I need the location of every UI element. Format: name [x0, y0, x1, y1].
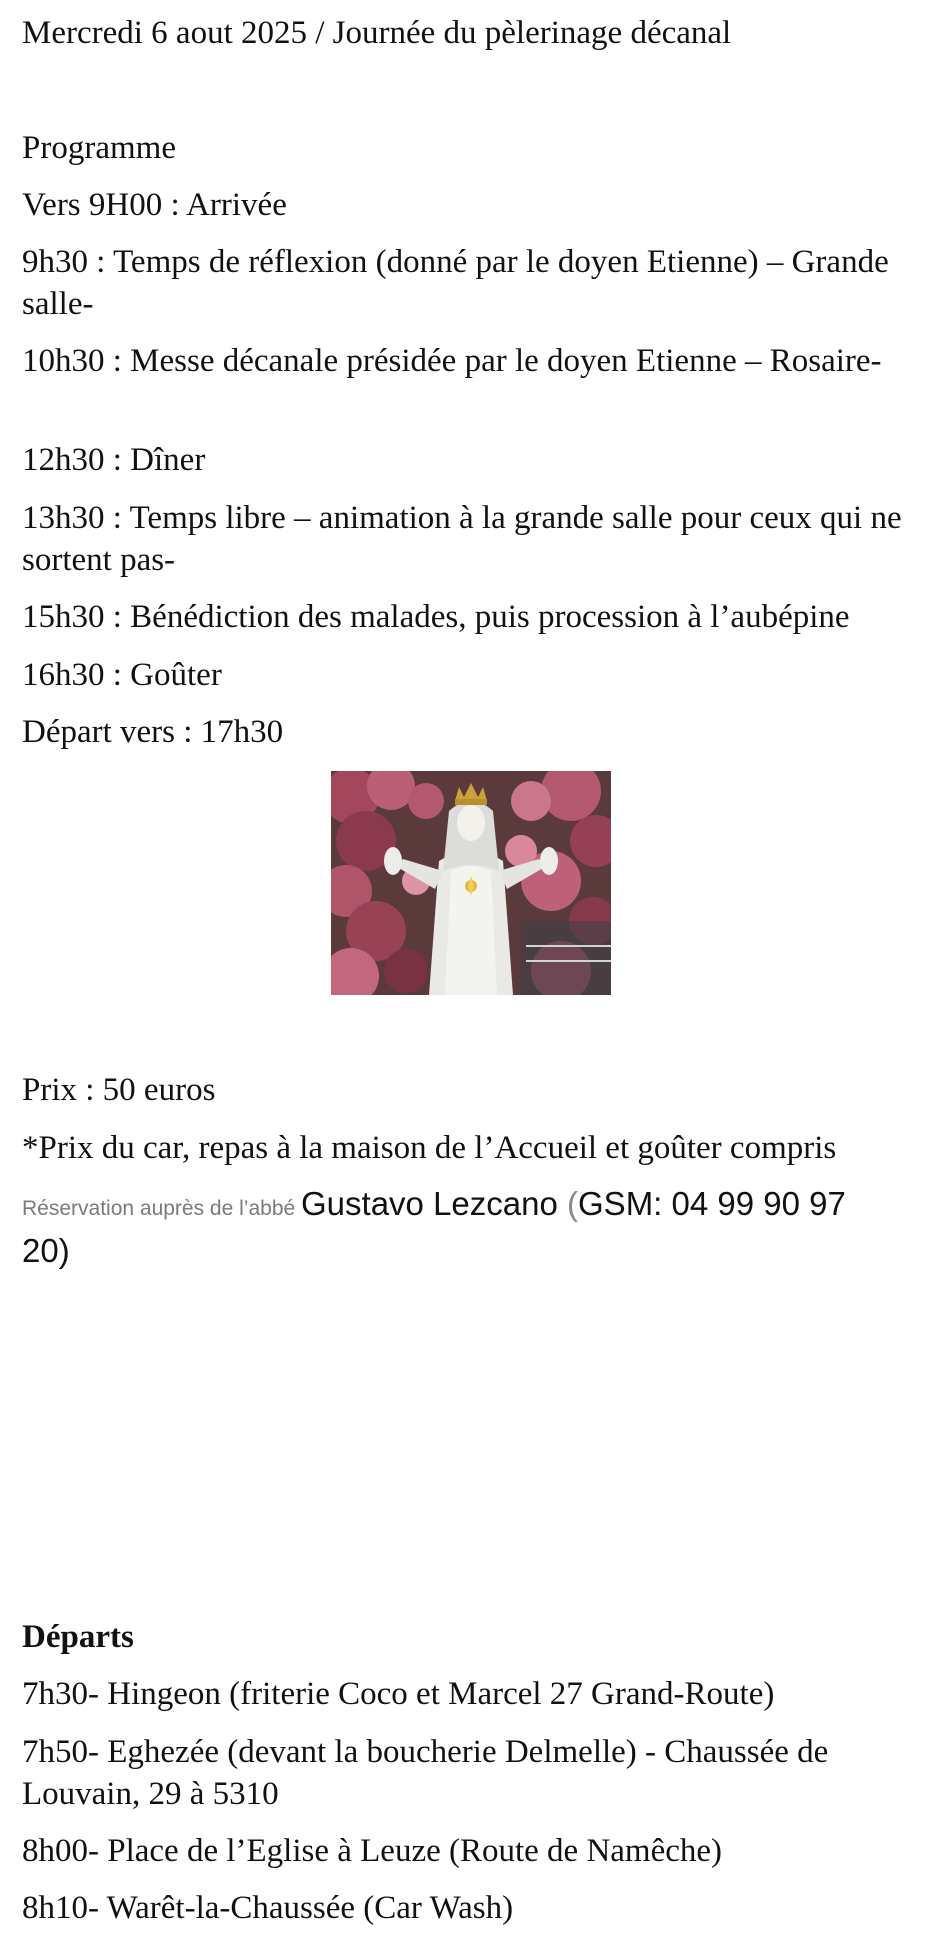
schedule-item: 13h30 : Temps libre – animation à la grande salle pour ceux qui ne sortent pas-: [22, 500, 902, 578]
reservation-text: [22, 1183, 902, 1273]
schedule-item: 15h30 : Bénédiction des malades, puis procession à l’aubépine: [22, 599, 850, 635]
price-note: *Prix du car, repas à la maison de l’Accueil et goûter compris: [22, 1130, 837, 1166]
departure-item: 8h00- Place de l’Eglise à Leuze (Route de Namêche): [22, 1833, 723, 1869]
schedule-item: 16h30 : Goûter: [22, 657, 222, 693]
schedule-item: 9h30 : Temps de réflexion (donné par le doyen Etienne) – Grande salle-: [22, 244, 889, 322]
departs-heading: Départs: [22, 1619, 134, 1655]
schedule-item: 12h30 : Dîner: [22, 442, 206, 478]
reservation-phone[interactable]: GSM: 04 99 90 97 20): [22, 1185, 846, 1269]
reservation-name: Gustavo Lezcano: [301, 1185, 568, 1222]
schedule-item: Vers 9H00 : Arrivée: [22, 187, 287, 223]
price-text: Prix : 50 euros: [22, 1072, 216, 1108]
page-title: Mercredi 6 aout 2025 / Journée du pèlerinage décanal: [22, 15, 732, 51]
departure-item: 7h30- Hingeon (friterie Coco et Marcel 27 Grand-Route): [22, 1676, 775, 1712]
reservation-open-paren: (: [567, 1185, 579, 1222]
schedule-item: Départ vers : 17h30: [22, 714, 284, 750]
departure-item: 8h10- Warêt-la-Chaussée (Car Wash): [22, 1890, 514, 1926]
reservation-prefix: Réservation auprès de l’abbé: [22, 1197, 302, 1220]
schedule-item: 10h30 : Messe décanale présidée par le doyen Etienne – Rosaire-: [22, 343, 882, 379]
madonna-statue-photo: [331, 771, 611, 995]
programme-label: Programme: [22, 130, 176, 166]
departure-item: 7h50- Eghezée (devant la boucherie Delmelle) - Chaussée de Louvain, 29 à 5310: [22, 1734, 829, 1812]
